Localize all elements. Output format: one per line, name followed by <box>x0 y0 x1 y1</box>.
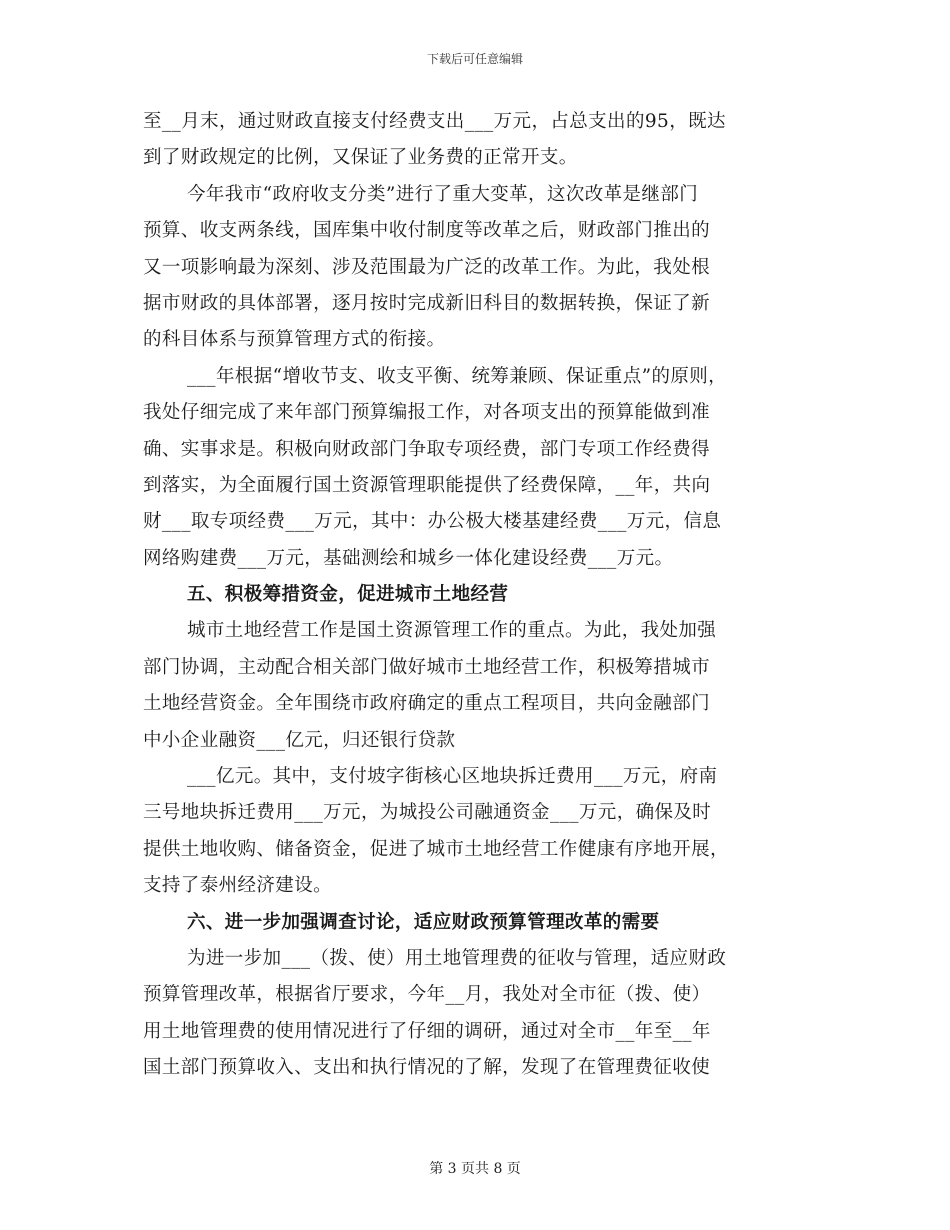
text-line: 用土地管理费的使用情况进行了仔细的调研，通过对全市__年至__年 <box>143 1020 711 1042</box>
text-line: 国土部门预算收入、支出和执行情况的了解，发现了在管理费征收使 <box>143 1057 711 1079</box>
text-line: 又一项影响最为深刻、涉及范围最为广泛的改革工作。为此，我处根 <box>143 256 711 278</box>
text-line: 为进一步加___（拨、使）用土地管理费的征收与管理，适应财政 <box>187 947 727 969</box>
text-line: 财___取专项经费___万元，其中：办公极大楼基建经费___万元，信息 <box>143 511 722 533</box>
text-line: 网络购建费___万元，基础测绘和城乡一体化建设经费___万元。 <box>143 547 674 569</box>
section-heading: 六、进一步加强调查讨论，适应财政预算管理改革的需要 <box>187 911 660 933</box>
text-line: 三号地块拆迁费用___万元，为城投公司融通资金___万元，确保及时 <box>143 802 712 824</box>
page-header: 下载后可任意编辑 <box>426 52 523 66</box>
text-line: 预算管理改革，根据省厅要求，今年__月，我处对全市征（拨、使） <box>143 984 711 1006</box>
text-line: 部门协调，主动配合相关部门做好城市土地经营工作，积极筹措城市 <box>143 656 711 678</box>
document-body <box>143 104 807 1087</box>
text-line: 今年我市“政府收支分类”进行了重大变革，这次改革是继部门 <box>187 183 699 205</box>
text-line: 提供土地收购、储备资金，促进了城市土地经营工作健康有序地开展， <box>143 838 729 860</box>
text-line: 土地经营资金。全年围绕市政府确定的重点工程项目，共向金融部门 <box>143 693 711 715</box>
text-line: 的科目体系与预算管理方式的衔接。 <box>143 329 446 351</box>
text-line: 确、实事求是。积极向财政部门争取专项经费，部门专项工作经费得 <box>143 438 711 460</box>
text-line: 预算、收支两条线，国库集中收付制度等改革之后，财政部门推出的 <box>143 220 711 242</box>
text-line: ___年根据“增收节支、收支平衡、统筹兼顾、保证重点”的原则， <box>187 365 728 387</box>
text-line: 到落实，为全面履行国土资源管理职能提供了经费保障，__年，共向 <box>143 474 711 496</box>
text-line: 中小企业融资___亿元，归还银行贷款 <box>143 729 456 751</box>
text-line: 到了财政规定的比例，又保证了业务费的正常开支。 <box>143 147 578 169</box>
text-line: 支持了泰州经济建设。 <box>143 875 333 897</box>
text-line: 城市土地经营工作是国土资源管理工作的重点。为此，我处加强 <box>187 620 717 642</box>
section-heading: 五、积极筹措资金，促进城市土地经营 <box>187 584 509 606</box>
text-line: 据市财政的具体部署，逐月按时完成新旧科目的数据转换，保证了新 <box>143 292 711 314</box>
text-line: 我处仔细完成了来年部门预算编报工作，对各项支出的预算能做到准 <box>143 402 711 424</box>
text-line: 至__月末，通过财政直接支付经费支出___万元，占总支出的95，既达 <box>143 111 726 132</box>
text-line: ___亿元。其中，支付坡字街核心区地块拆迁费用___万元，府南 <box>187 766 718 788</box>
page-footer: 第 3 页共 8 页 <box>429 1161 521 1177</box>
